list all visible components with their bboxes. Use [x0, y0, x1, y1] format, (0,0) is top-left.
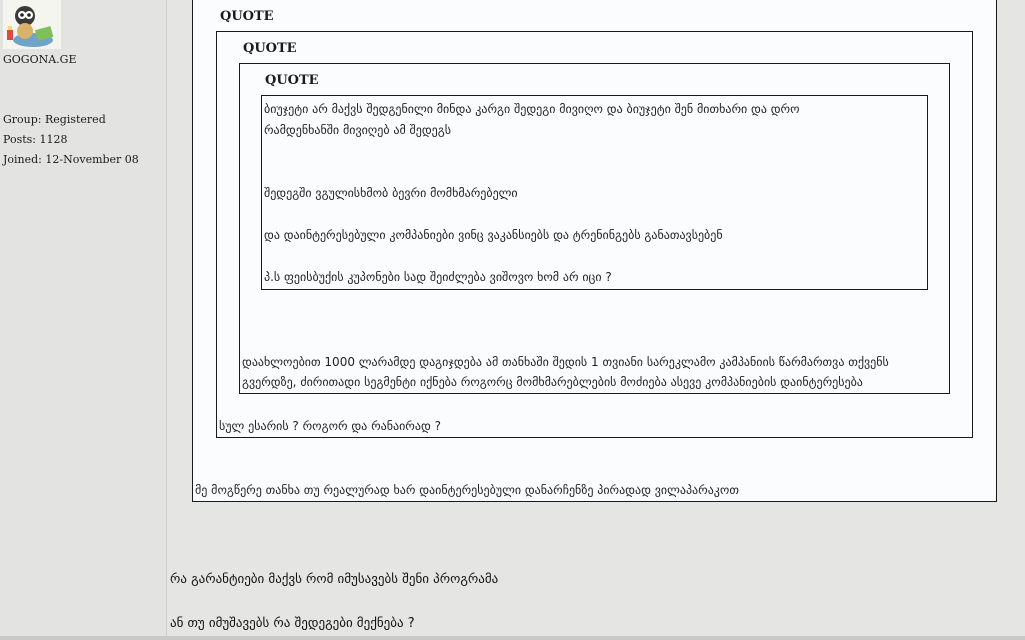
user-group: Group: Registered [3, 113, 106, 126]
avatar-cartoon-icon [3, 0, 61, 49]
user-info-panel [0, 0, 167, 640]
post-text: ან თუ იმუშავებს რა შედეგები მექნება ? [170, 616, 415, 631]
quote-text: დაახლოებით 1000 ლარამდე დაგიჯდება ამ თანხაში შედის 1 თვიანი სარეკლამო კამპანიის წარმართვა თქვენს [242, 355, 889, 369]
quote-text: და დაინტერესებული კომპანიები ვინც ვაკანსიებს და ტრენინგებს განათავსებენ [264, 228, 723, 242]
quote-text: სულ ესარის ? როგორ და რანაირად ? [219, 419, 441, 433]
quote-text: ბიუჯეტი არ მაქვს შედგენილი მინდა კარგი შედეგი მივიღო და ბიუჯეტი შენ მითხარი და დრო [264, 102, 800, 116]
username[interactable]: GOGONA.GE [3, 53, 77, 66]
quote-text: შედეგში ვგულისხმობ ბევრი მომხმარებელი [264, 186, 518, 200]
quote-text: გვერდზე, ძირითადი სეგმენტი იქნება როგორც მომხმარებლების მოძიება ასევე კომპანიების დაინტერესება [242, 375, 863, 389]
user-joined: Joined: 12-November 08 [3, 153, 139, 166]
quote-label-1: QUOTE [220, 9, 274, 24]
quote-text: რამდენხანში მივიღებ ამ შედეგს [264, 123, 451, 137]
avatar[interactable] [3, 0, 61, 49]
quote-text: პ.ს ფეისბუქის კუპონები სად შეიძლება ვიშოვო ხომ არ იცი ? [264, 270, 612, 284]
post-text: რა გარანტიები მაქვს რომ იმუსავებს შენი პროგრამა [170, 572, 499, 587]
post-footer-divider [0, 636, 1025, 640]
user-posts: Posts: 1128 [3, 133, 68, 146]
quote-text: მე მოგწერე თანხა თუ რეალურად ხარ დაინტერესებული დანარჩენზე პირადად ვილაპარაკოთ [195, 483, 739, 497]
quote-label-3: QUOTE [265, 73, 319, 88]
quote-label-2: QUOTE [243, 41, 297, 56]
